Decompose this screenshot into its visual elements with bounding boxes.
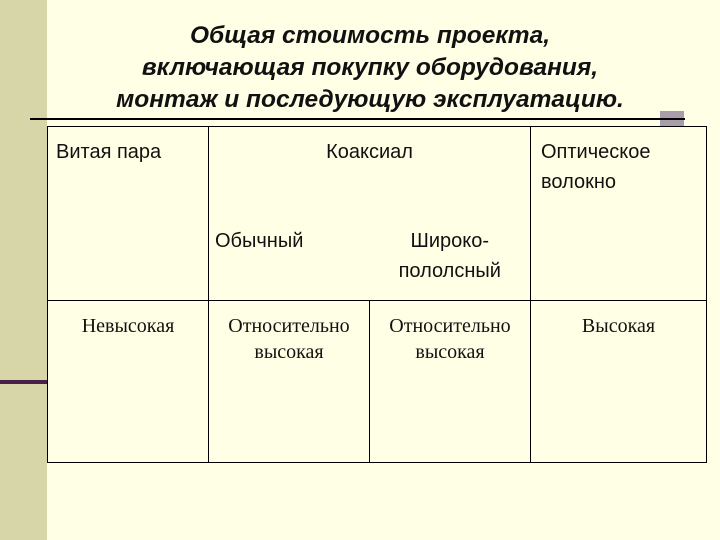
- header-twisted-pair: [48, 127, 209, 222]
- page-title: [40, 20, 700, 116]
- header-twisted-pair-cont: [48, 222, 209, 301]
- header-coaxial: [209, 127, 531, 222]
- cost-regular-line-1: Относительно: [228, 315, 350, 337]
- comparison-table: [47, 126, 707, 463]
- subheader-regular-label: Обычный: [215, 229, 304, 252]
- cost-broadband: [370, 301, 531, 463]
- cost-twisted-pair: [48, 301, 209, 463]
- subheader-broadband-line-2: пололсный: [398, 259, 501, 282]
- cost-twisted-pair-value: Невысокая: [81, 315, 175, 337]
- subheader-broadband-line-1: Широко-: [410, 229, 489, 252]
- header-twisted-pair-label: Витая пара: [56, 141, 162, 163]
- header-fiber-line-1: Оптическое: [541, 141, 651, 163]
- title-rule: [30, 118, 685, 120]
- subheader-broadband: [370, 222, 531, 301]
- header-fiber: [531, 127, 707, 222]
- header-fiber-line-2: волокно: [541, 171, 617, 193]
- title-line-1: Общая стоимость проекта,: [189, 22, 551, 49]
- header-fiber-cont: [531, 222, 707, 301]
- cost-broadband-line-2: высокая: [415, 341, 485, 363]
- cost-fiber: [531, 301, 707, 463]
- subheader-regular: [209, 222, 370, 301]
- header-coaxial-label: Коаксиал: [326, 141, 413, 163]
- cost-regular: [209, 301, 370, 463]
- title-line-2: включающая покупку оборудования,: [141, 54, 599, 81]
- cost-fiber-value: Высокая: [581, 315, 656, 337]
- cost-regular-line-2: высокая: [254, 341, 324, 363]
- title-line-3: монтаж и последующую эксплуатацию.: [116, 86, 624, 113]
- cost-broadband-line-1: Относительно: [389, 315, 511, 337]
- side-accent-line: [0, 380, 47, 384]
